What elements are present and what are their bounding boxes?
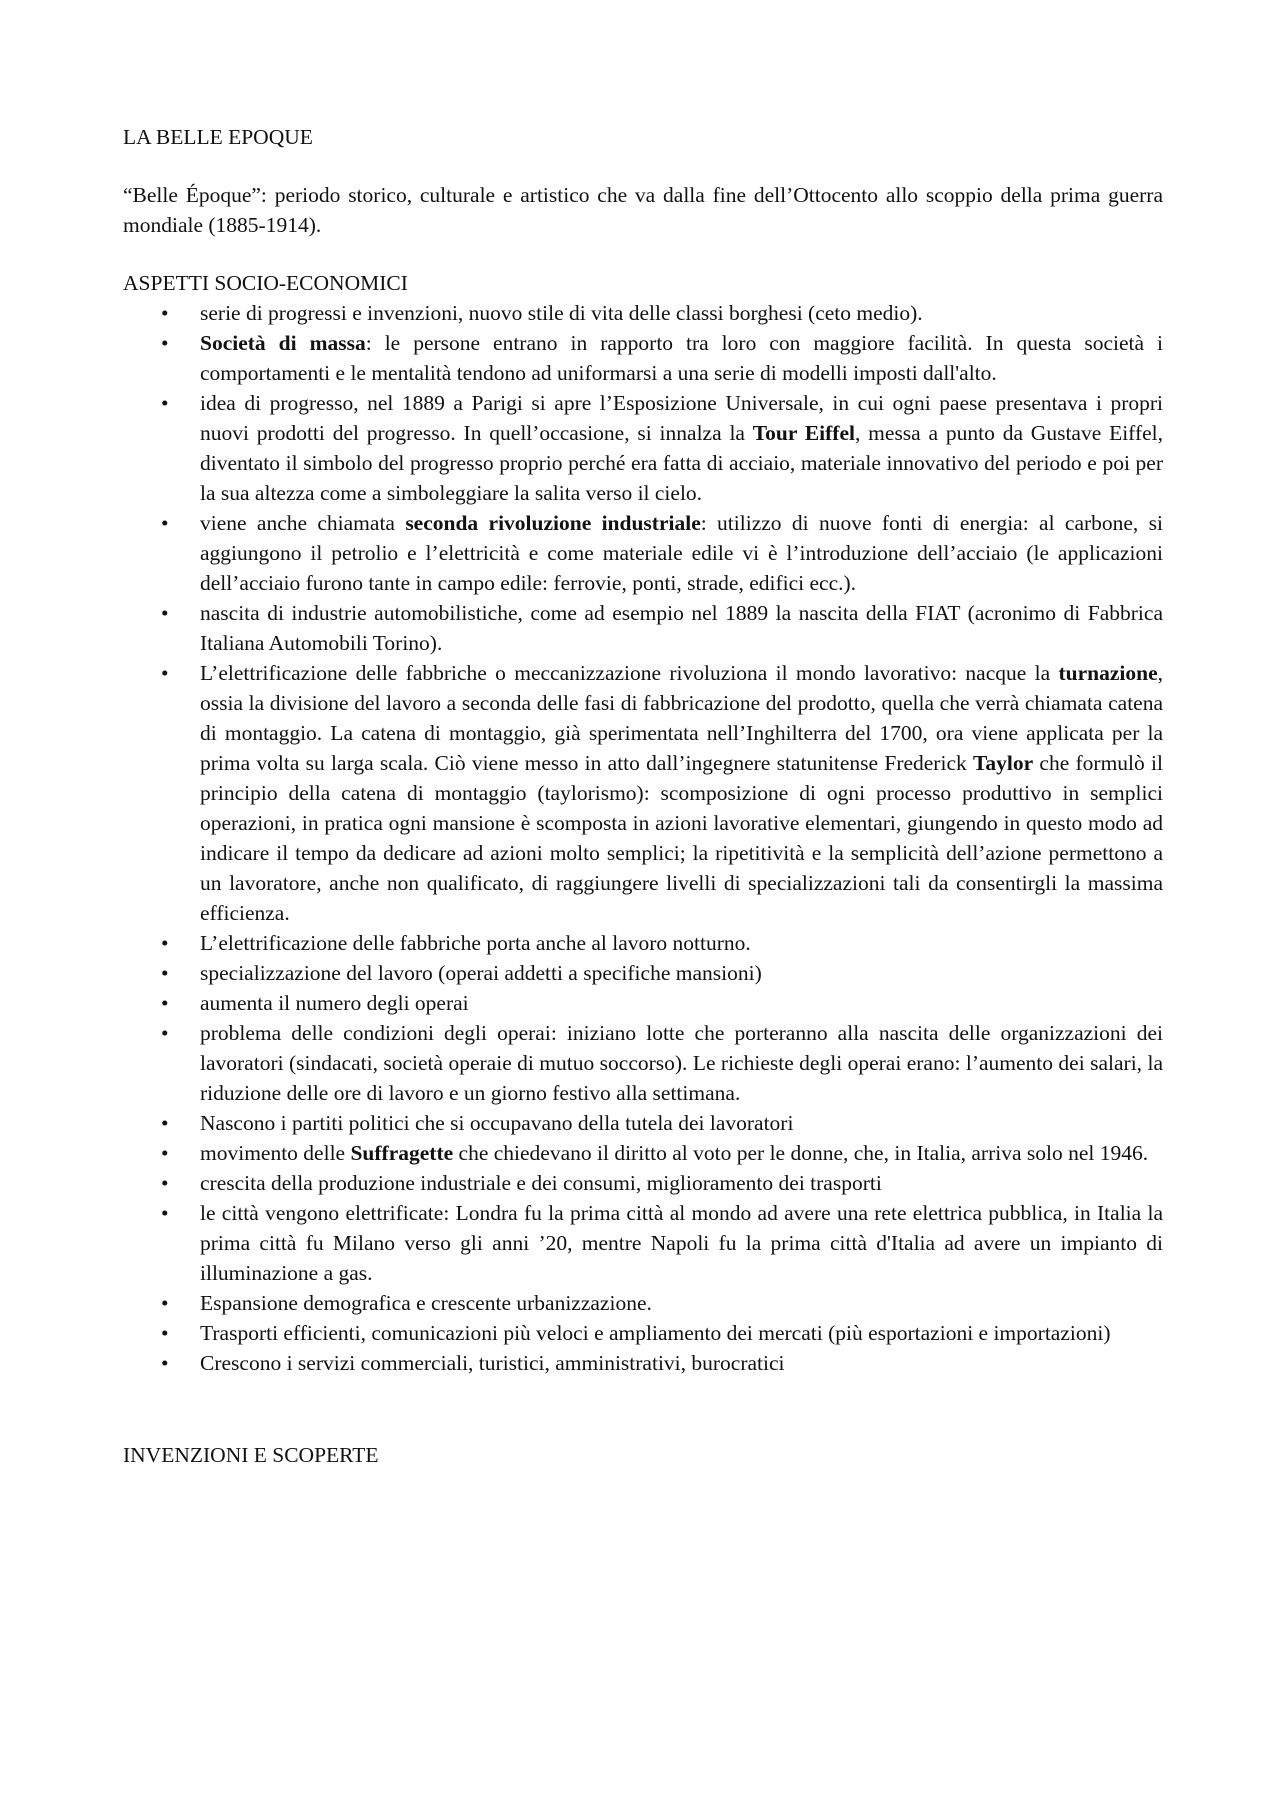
- list-item-text: nascita di industrie automobilistiche, come ad esempio nel 1889 la nascita della FIAT (acronimo di Fabbrica Italiana Automobili Torino).: [200, 601, 1163, 655]
- list-item-text: le città vengono elettrificate: Londra fu la prima città al mondo ad avere una rete elettrica pubblica, in Italia la prima città fu Milano verso gli anni ’20, mentre Napoli fu la prima città d'Italia ad avere un impianto di illuminazione a gas.: [200, 1201, 1163, 1285]
- list-item-text: aumenta il numero degli operai: [200, 991, 469, 1015]
- bullet-icon: •: [161, 1171, 169, 1195]
- list-item-text: Nascono i partiti politici che si occupavano della tutela dei lavoratori: [200, 1111, 794, 1135]
- list-item-text: , messa a punto da Gustave Eiffel, diventato il simbolo del progresso proprio perché era fatta di acciaio, materiale innovativo del periodo e poi per la sua altezza come a simboleggiare la salita verso il cielo.: [200, 421, 1163, 505]
- bullet-icon: •: [161, 1201, 169, 1225]
- bold-term: Società di massa: [200, 331, 366, 355]
- bullet-icon: •: [161, 601, 169, 625]
- list-item-text: L’elettrificazione delle fabbriche o meccanizzazione rivoluziona il mondo lavorativo: nacque la: [200, 661, 1059, 685]
- list-item: [123, 1108, 1163, 1138]
- list-item: [123, 958, 1163, 988]
- list-item-text: , ossia la divisione del lavoro a seconda delle fasi di fabbricazione del prodotto, quella che verrà chiamata catena di montaggio. La catena di montaggio, già sperimentata nell’Inghilterra del 1700, ora viene applicata per la prima volta su larga scala. Ciò viene messo in atto dall’ingegnere statunitense Frederick: [200, 661, 1163, 775]
- bullet-icon: •: [161, 511, 169, 535]
- bullet-icon: •: [161, 961, 169, 985]
- list-item: [123, 1018, 1163, 1108]
- bullet-icon: •: [161, 661, 169, 685]
- intro-paragraph: “Belle Époque”: periodo storico, culturale e artistico che va dalla fine dell’Ottocento allo scoppio della prima guerra mondiale (1885-1914).: [123, 183, 1163, 237]
- bold-term: turnazione: [1058, 661, 1158, 685]
- bullet-icon: •: [161, 391, 169, 415]
- list-item-text: Crescono i servizi commerciali, turistici, amministrativi, burocratici: [200, 1351, 785, 1375]
- section-title-inventions: INVENZIONI E SCOPERTE: [123, 1443, 379, 1467]
- list-item-text: Trasporti efficienti, comunicazioni più veloci e ampliamento dei mercati (più esportazioni e importazioni): [200, 1321, 1111, 1345]
- list-item: [123, 988, 1163, 1018]
- list-item-text: Espansione demografica e crescente urbanizzazione.: [200, 1291, 652, 1315]
- list-item: [123, 928, 1163, 958]
- list-item-text: che chiedevano il diritto al voto per le donne, che, in Italia, arriva solo nel 1946.: [453, 1141, 1149, 1165]
- list-item: [123, 1348, 1163, 1378]
- bullet-icon: •: [161, 331, 169, 355]
- bullet-list: [123, 298, 1163, 1378]
- list-item-text: idea di progresso, nel 1889 a Parigi si apre l’Esposizione Universale, in cui ogni paese presentava i propri nuovi prodotti del progresso. In quell’occasione, si innalza la: [200, 391, 1163, 445]
- list-item: [123, 1318, 1163, 1348]
- list-item: [123, 598, 1163, 658]
- bold-term: Taylor: [973, 751, 1034, 775]
- bullet-icon: •: [161, 931, 169, 955]
- list-item: [123, 1288, 1163, 1318]
- bold-term: Suffragette: [350, 1141, 454, 1165]
- list-item: [123, 328, 1163, 388]
- list-item: [123, 388, 1163, 508]
- list-item-text: problema delle condizioni degli operai: iniziano lotte che porteranno alla nascita delle organizzazioni dei lavoratori (sindacati, società operaie di mutuo soccorso). Le richieste degli operai erano: l’aumento dei salari, la riduzione delle ore di lavoro e un giorno festivo alla settimana.: [200, 1021, 1163, 1105]
- list-item: [123, 508, 1163, 598]
- list-item-text: serie di progressi e invenzioni, nuovo stile di vita delle classi borghesi (ceto medio).: [200, 301, 923, 325]
- bold-term: seconda rivoluzione industriale: [405, 511, 701, 535]
- document-title: LA BELLE EPOQUE: [123, 125, 313, 149]
- list-item-text: viene anche chiamata: [200, 511, 406, 535]
- list-item: [123, 1198, 1163, 1288]
- list-item: [123, 1168, 1163, 1198]
- bullet-icon: •: [161, 1321, 169, 1345]
- bullet-icon: •: [161, 1351, 169, 1375]
- bold-term: Tour Eiffel: [752, 421, 855, 445]
- bullet-icon: •: [161, 1141, 169, 1165]
- list-item-text: : utilizzo di nuove fonti di energia: al carbone, si aggiungono il petrolio e l’elettricità e come materiale edile vi è l’introduzione dell’acciaio (le applicazioni dell’acciaio furono tante in campo edile: ferrovie, ponti, strade, edifici ecc.).: [200, 511, 1163, 595]
- list-item: [123, 298, 1163, 328]
- list-item-text: che formulò il principio della catena di montaggio (taylorismo): scomposizione di ogni processo produttivo in semplici operazioni, in pratica ogni mansione è scomposta in azioni lavorative elementari, giungendo in questo modo ad indicare il tempo da dedicare ad azioni molto semplici; la ripetitività e la semplicità dell’azione permettono a un lavoratore, anche non qualificato, di raggiungere livelli di specializzazioni tali da consentirgli la massima efficienza.: [200, 751, 1163, 925]
- bullet-icon: •: [161, 1291, 169, 1315]
- list-item-text: L’elettrificazione delle fabbriche porta anche al lavoro notturno.: [200, 931, 751, 955]
- document-page: [123, 122, 1163, 1470]
- list-item: [123, 658, 1163, 928]
- section-title-socio-economic: ASPETTI SOCIO-ECONOMICI: [123, 271, 408, 295]
- bullet-icon: •: [161, 301, 169, 325]
- bullet-icon: •: [161, 991, 169, 1015]
- list-item-text: movimento delle: [200, 1141, 351, 1165]
- list-item: [123, 1138, 1163, 1168]
- list-item-text: : le persone entrano in rapporto tra loro con maggiore facilità. In questa società i comportamenti e le mentalità tendono ad uniformarsi a una serie di modelli imposti dall'alto.: [200, 331, 1164, 385]
- list-item-text: specializzazione del lavoro (operai addetti a specifiche mansioni): [200, 961, 762, 985]
- bullet-icon: •: [161, 1111, 169, 1135]
- bullet-icon: •: [161, 1021, 169, 1045]
- list-item-text: crescita della produzione industriale e dei consumi, miglioramento dei trasporti: [200, 1171, 882, 1195]
